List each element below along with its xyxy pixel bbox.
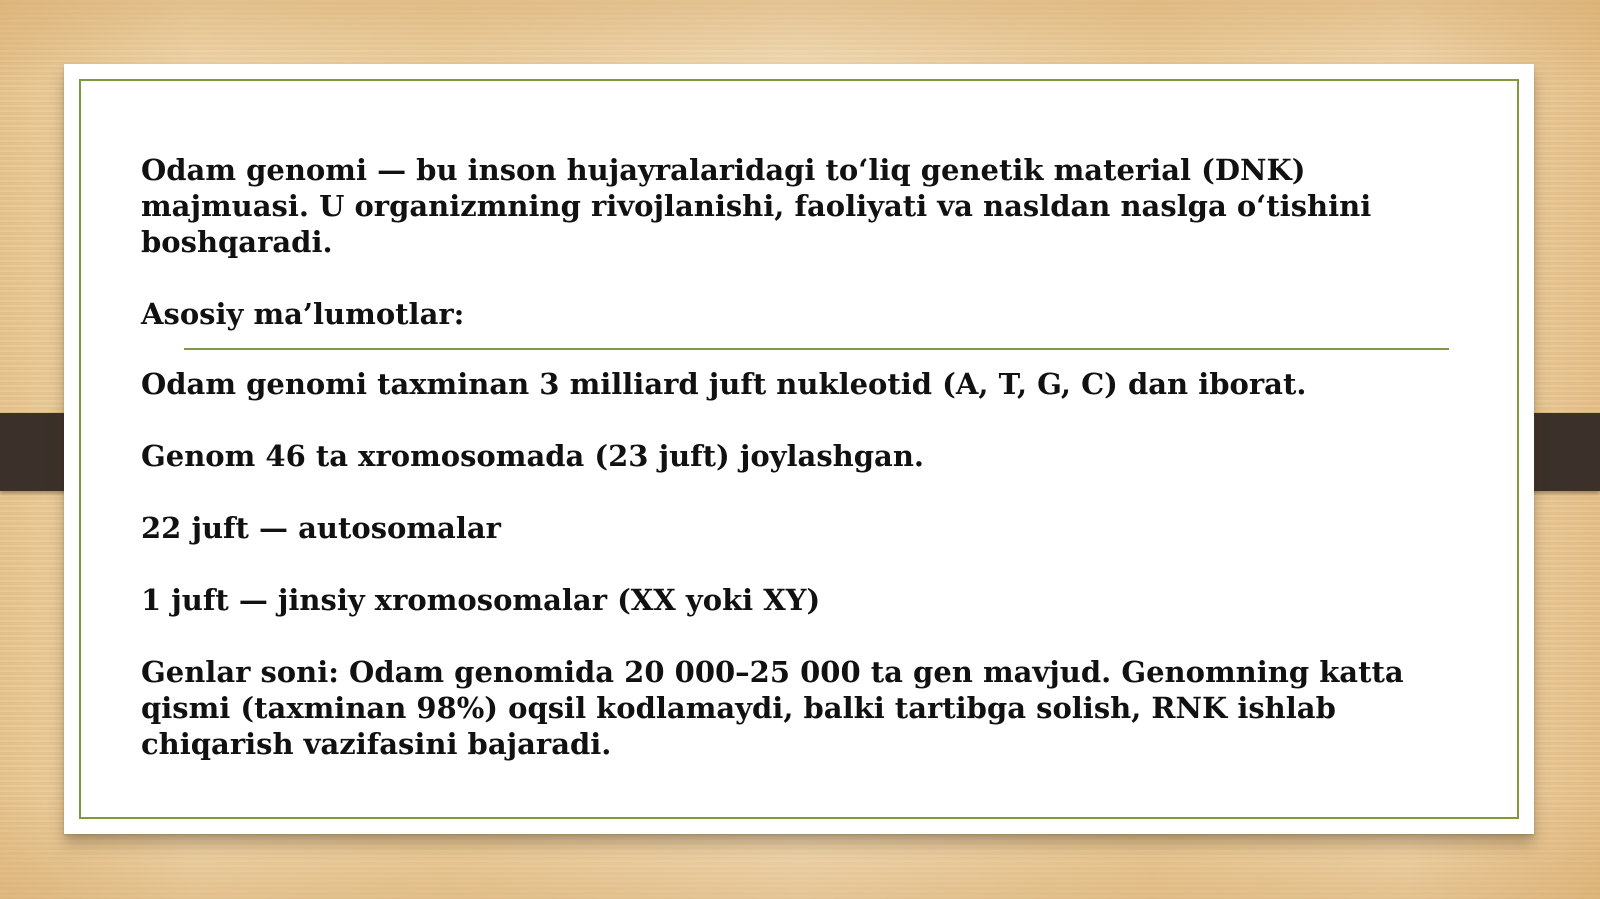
fact-sex-chromosomes: 1 juft — jinsiy xromosomalar (XX yoki XY) [141,583,821,617]
slide-card [64,64,1534,834]
heading-divider [184,348,1449,350]
fact-genome-size: Odam genomi taxminan 3 milliard juft nukleotid (A, T, G, C) dan iborat. [141,367,1307,401]
fact-chromosomes: Genom 46 ta xromosomada (23 juft) joylashgan. [141,439,924,473]
slide-content [141,152,1461,762]
section-heading: Asosiy ma’lumotlar: [141,297,465,331]
fact-autosomes: 22 juft — autosomalar [141,511,501,545]
fact-gene-count: Genlar soni: Odam genomida 20 000–25 000 ta gen mavjud. Genomning katta qismi (taxminan 98%) oqsil kodlamaydi, balki tartibga solish, RNK ishlab chiqarish vazifasini bajaradi. [141,655,1404,761]
intro-paragraph: Odam genomi — bu inson hujayralaridagi to‘liq genetik material (DNK) majmuasi. U organizmning rivojlanishi, faoliyati va nasldan naslga o‘tishini boshqaradi. [141,153,1372,259]
